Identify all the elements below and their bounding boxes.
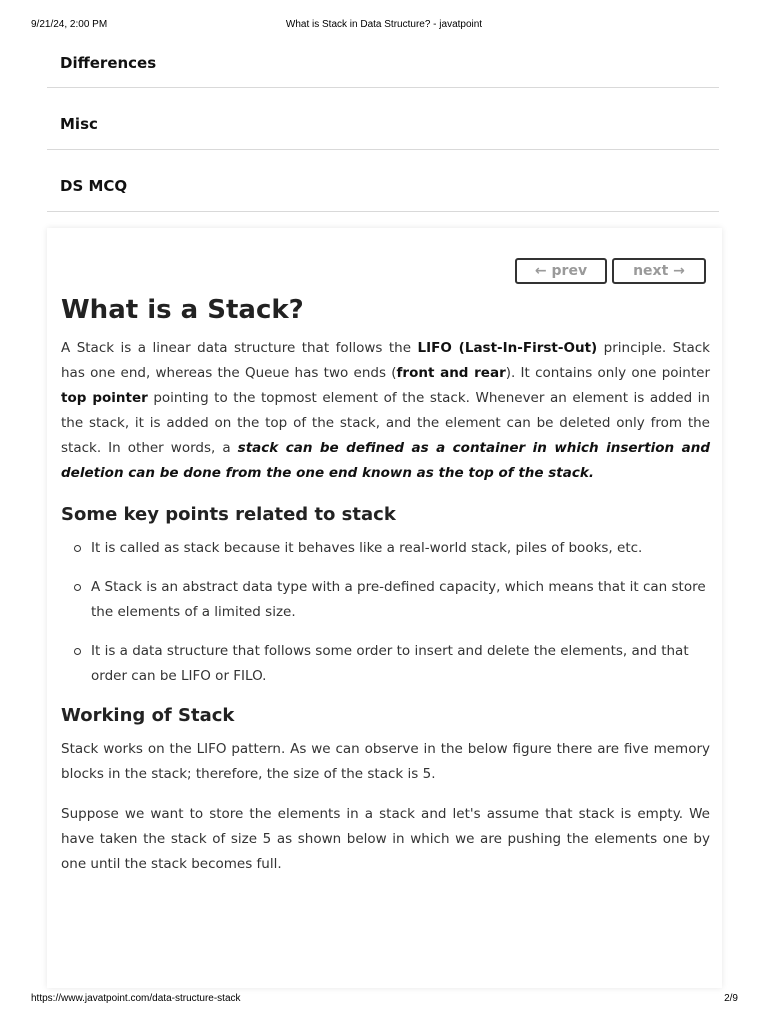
working-heading: Working of Stack xyxy=(61,705,235,726)
next-button[interactable]: next → xyxy=(612,258,706,284)
print-url: https://www.javatpoint.com/data-structure-stack xyxy=(31,993,241,1004)
working-paragraph-1: Stack works on the LIFO pattern. As we can observe in the below figure there are five memory blocks in the stack; therefore, the size of the stack is 5. xyxy=(61,741,710,782)
content-card xyxy=(47,228,722,988)
intro-bold-front-rear: front and rear xyxy=(396,365,506,381)
intro-text-1: A Stack is a linear data structure that follows the xyxy=(61,340,418,356)
intro-bold-top-pointer: top pointer xyxy=(61,390,148,406)
page-title: What is a Stack? xyxy=(61,295,304,325)
menu-item-ds-mcq[interactable] xyxy=(47,150,719,212)
list-item: A Stack is an abstract data type with a pre-defined capacity, which means that it can store the elements of a limited size. xyxy=(91,575,710,625)
intro-text-4: pointing to the topmost element of the stack. Whenever an element is added in the stack, it is added on the top of the stack, and the element can be deleted only from the stack. In other words, a xyxy=(61,390,710,456)
menu-item-differences[interactable] xyxy=(47,36,719,88)
key-points-list xyxy=(61,536,710,689)
list-item: It is a data structure that follows some order to insert and delete the elements, and that order can be LIFO or FILO. xyxy=(91,639,710,689)
list-item: It is called as stack because it behaves like a real-world stack, piles of books, etc. xyxy=(91,536,710,561)
menu-item-misc[interactable] xyxy=(47,88,719,150)
article xyxy=(61,292,710,877)
working-paragraph-2: Suppose we want to store the elements in a stack and let's assume that stack is empty. We have taken the stack of size 5 as shown below in which we are pushing the elements one by one until the stack becomes full. xyxy=(61,806,710,872)
print-page-number: 2/9 xyxy=(724,993,738,1004)
menu-item-label: DS MCQ xyxy=(60,177,128,195)
print-datetime: 9/21/24, 2:00 PM xyxy=(31,19,108,30)
intro-paragraph xyxy=(61,336,710,486)
prev-button[interactable]: ← prev xyxy=(515,258,607,284)
intro-bold-italic-definition: stack can be defined as a container in which insertion and deletion can be done from the one end known as the top of the stack. xyxy=(61,440,710,481)
intro-bold-lifo: LIFO (Last-In-First-Out) xyxy=(417,340,598,356)
pagination-buttons xyxy=(515,258,706,284)
intro-text-2: principle. Stack has one end, whereas the Queue has two ends ( xyxy=(61,340,711,381)
key-points-heading: Some key points related to stack xyxy=(61,504,396,525)
menu-item-label: Differences xyxy=(60,54,157,72)
sidebar-menu xyxy=(47,36,719,212)
print-page-title: What is Stack in Data Structure? - javatpoint xyxy=(285,19,483,30)
intro-text-3: ). It contains only one pointer xyxy=(505,365,710,381)
menu-item-label: Misc xyxy=(60,115,98,133)
print-footer xyxy=(0,993,768,1007)
print-header xyxy=(0,19,768,33)
